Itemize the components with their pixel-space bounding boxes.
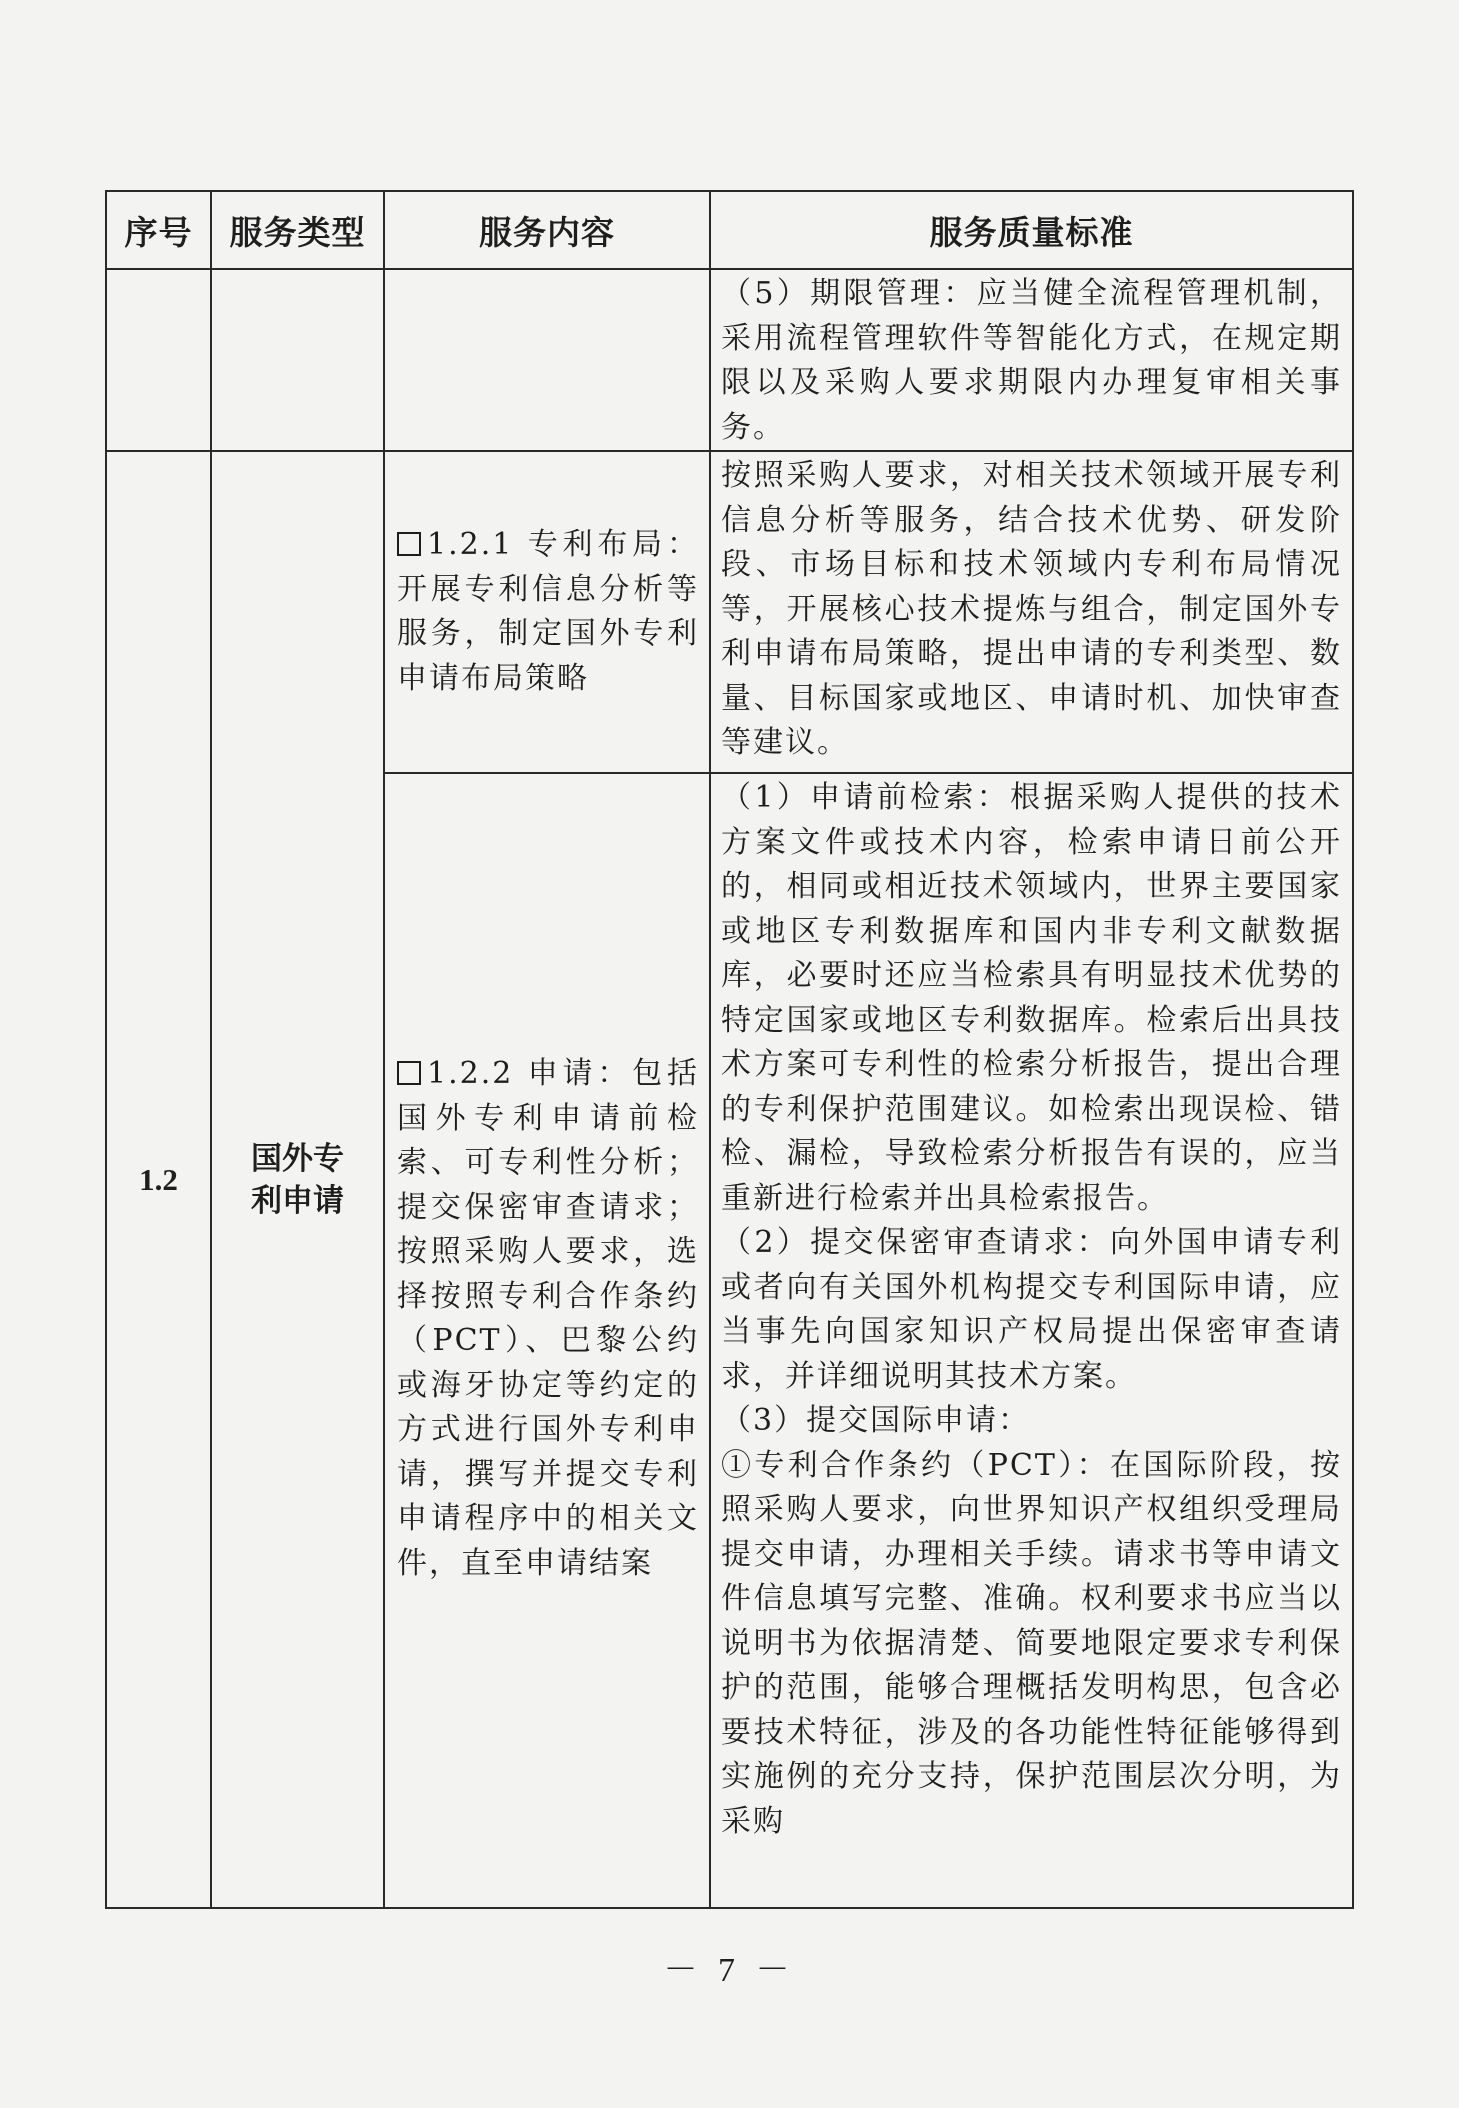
service-type-label: 国外专利申请 [251, 1140, 344, 1219]
standard-text: 按照采购人要求，对相关技术领域开展专利信息分析等服务，结合技术优势、研发阶段、市场目标和技术领域内专利布局情况等，开展核心技术提炼与组合，制定国外专利申请布局策略，提出申请的专利类型、数量、目标国家或地区、申请时机、加快审查等建议。 [721, 458, 1342, 760]
standard-cell [710, 269, 1353, 451]
page-number: － 7 － [663, 1952, 796, 1989]
type-cell-empty [211, 269, 384, 451]
content-item [385, 523, 709, 701]
content-text: 1.2.2 申请：包括国外专利申请前检索、可专利性分析；提交保密审查请求；按照采购人要求，选择按照专利合作条约（PCT）、巴黎公约或海牙协定等约定的方式进行国外专利申请，撰写并提交专利申请程序中的相关文件，直至申请结案 [397, 1056, 699, 1581]
standard-paragraph: ①专利合作条约（PCT）：在国际阶段，按照采购人要求，向世界知识产权组织受理局提交申请，办理相关手续。请求书等申请文件信息填写完整、准确。权利要求书应当以说明书为依据清楚、简要地限定要求专利保护的范围，能够合理概括发明构思，包含必要技术特征，涉及的各功能性特征能够得到实施例的充分支持，保护范围层次分明，为采购 [721, 1447, 1342, 1839]
standard-cell [710, 773, 1353, 1908]
content-text: 1.2.1 专利布局：开展专利信息分析等服务，制定国外专利申请布局策略 [397, 527, 699, 696]
checkbox-icon[interactable] [397, 1061, 421, 1085]
header-quality-standard: 服务质量标准 [710, 191, 1353, 269]
header-seq: 序号 [106, 191, 211, 269]
content-cell-empty [384, 269, 710, 451]
standard-cell [710, 451, 1353, 773]
seq-cell-empty [106, 269, 211, 451]
table-row-1-2-1 [106, 451, 1353, 773]
header-service-type: 服务类型 [211, 191, 384, 269]
checkbox-icon[interactable] [397, 532, 421, 556]
standard-paragraph: （1）申请前检索：根据采购人提供的技术方案文件或技术内容，检索申请日前公开的，相同或相近技术领域内，世界主要国家或地区专利数据库和国内非专利文献数据库，必要时还应当检索具有明显技术优势的特定国家或地区专利数据库。检索后出具技术方案可专利性的检索分析报告，提出合理的专利保护范围建议。如检索出现误检、错检、漏检，导致检索分析报告有误的，应当重新进行检索并出具检索报告。 [721, 780, 1342, 1216]
content-item [385, 1052, 709, 1586]
content-cell [384, 773, 710, 1908]
table-header-row [106, 191, 1353, 269]
content-cell [384, 451, 710, 773]
seq-cell [106, 451, 211, 1908]
header-service-content: 服务内容 [384, 191, 710, 269]
section-number: 1.2 [139, 1161, 178, 1197]
standard-text: （5）期限管理：应当健全流程管理机制，采用流程管理软件等智能化方式，在规定期限以及采购人要求期限内办理复审相关事务。 [721, 276, 1342, 445]
table-row-continuation [106, 269, 1353, 451]
type-cell [211, 451, 384, 1908]
service-standard-table [105, 190, 1354, 1909]
standard-paragraph: （2）提交保密审查请求：向外国申请专利或者向有关国外机构提交专利国际申请，应当事先向国家知识产权局提出保密审查请求，并详细说明其技术方案。 [721, 1225, 1342, 1394]
standard-paragraph: （3）提交国际申请： [721, 1403, 1031, 1438]
